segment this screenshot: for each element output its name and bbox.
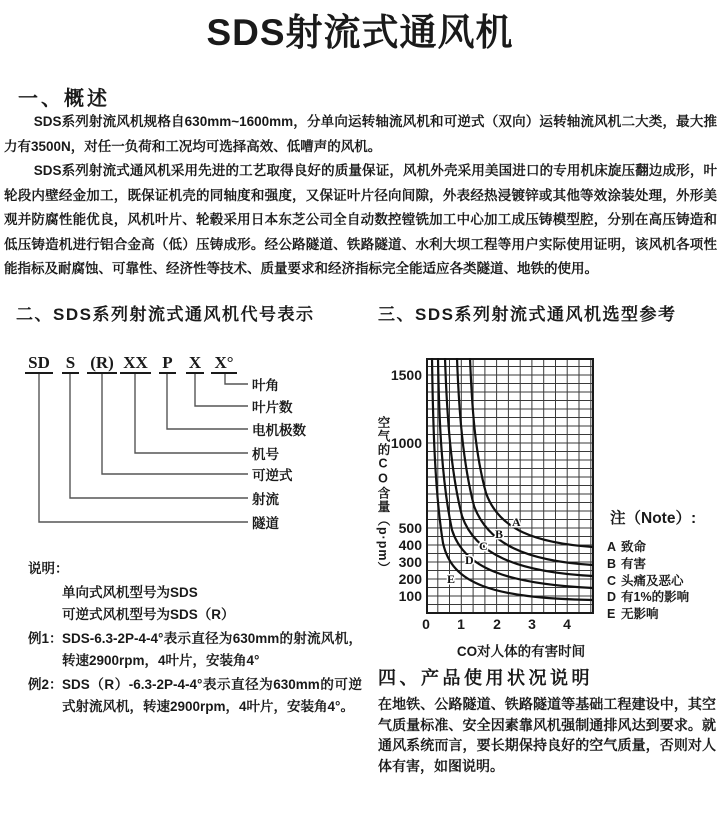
x-tick-2: 2 <box>493 616 501 632</box>
code-label-frame-size: 机号 <box>252 447 279 462</box>
section-1-heading: 一、概述 <box>18 88 110 110</box>
curve-label-E: E <box>447 572 456 586</box>
legend-key-B: B <box>607 557 617 571</box>
note-reversible: 可逆式风机型号为SDS（R） <box>62 607 235 622</box>
section-3-heading: 三、SDS系列射流式通风机选型参考 <box>378 305 677 324</box>
code-diagram-lines <box>0 374 262 526</box>
legend-key-D: D <box>607 590 617 604</box>
legend-item-D <box>607 590 689 604</box>
legend-item-B <box>607 557 646 571</box>
code-token-xx: XX <box>120 353 151 374</box>
chart-x-axis-label: CO对人体的有害时间 <box>456 644 586 659</box>
example-1-label: 例1： <box>28 631 63 646</box>
y-tick-100: 100 <box>398 588 422 604</box>
example-2-text: SDS（R）-6.3-2P-4-4°表示直径为630mm的可逆式射流风机，转速2900rpm，4叶片，安装角4°。 <box>62 677 362 714</box>
section-4-heading: 四、产品使用状况说明 <box>378 668 593 688</box>
code-label-jet: 射流 <box>252 492 279 507</box>
x-tick-1: 1 <box>457 616 465 632</box>
x-tick-4: 4 <box>563 616 571 632</box>
selection-chart <box>426 358 594 614</box>
curve-label-D: D <box>465 553 474 567</box>
y-tick-300: 300 <box>398 554 422 570</box>
legend-label-D: 有1%的影响 <box>621 590 690 604</box>
usage-paragraph: 在地铁、公路隧道、铁路隧道等基础工程建设中，其空气质量标准、安全因素靠风机强制通排风达到要求。就通风系统而言，要长期保持良好的空气质量，否则对人体有害，如图说明。 <box>378 696 716 774</box>
legend-title: 注（Note）: <box>610 510 697 527</box>
code-token-sd: SD <box>25 353 53 374</box>
code-label-blade-count: 叶片数 <box>252 400 293 415</box>
y-tick-1500: 1500 <box>390 367 422 383</box>
code-token-p: P <box>159 353 176 374</box>
overview-section <box>4 110 717 282</box>
curve-label-A: A <box>512 515 521 529</box>
code-label-blade-angle: 叶角 <box>252 378 279 393</box>
legend-label-A: 致命 <box>621 540 647 554</box>
example-2-label: 例2： <box>28 677 63 692</box>
code-token-xdeg: X° <box>211 353 237 374</box>
legend-item-E <box>607 607 659 621</box>
legend-label-B: 有害 <box>621 557 647 571</box>
code-token-s: S <box>62 353 79 374</box>
legend-item-A <box>607 540 646 554</box>
legend-key-A: A <box>607 540 617 554</box>
page-title: SDS射流式通风机 <box>206 12 514 53</box>
curve-label-C: C <box>479 539 488 553</box>
note-unidirectional: 单向式风机型号为SDS <box>62 585 198 600</box>
x-tick-0: 0 <box>422 616 430 632</box>
chart-y-axis-unit: （p·pm） <box>376 513 390 576</box>
curve-label-B: B <box>495 527 504 541</box>
y-tick-1000: 1000 <box>390 435 422 451</box>
code-label-reversible: 可逆式 <box>252 468 293 483</box>
chart-y-axis-label-text: 空气的CO含量 <box>376 416 390 514</box>
legend-item-C <box>607 574 684 588</box>
y-tick-500: 500 <box>398 520 422 536</box>
legend-label-C: 头痛及恶心 <box>621 574 684 588</box>
y-tick-200: 200 <box>398 571 422 587</box>
chart-y-axis-label <box>374 416 391 612</box>
code-label-motor-poles: 电机极数 <box>252 423 306 438</box>
code-label-tunnel: 隧道 <box>252 516 279 531</box>
x-tick-3: 3 <box>528 616 536 632</box>
code-token-r: (R) <box>87 353 117 374</box>
overview-paragraph-1: SDS系列射流风机规格自630mm~1600mm，分单向运转轴流风机和可逆式（双向）运转轴流风机二大类，最大推力有3500N，对任一负荷和工况均可选择高效、低嘈声的风机。 <box>4 114 717 154</box>
legend-key-E: E <box>607 607 616 621</box>
legend-key-C: C <box>607 574 617 588</box>
y-tick-400: 400 <box>398 537 422 553</box>
section-2-heading: 二、SDS系列射流式通风机代号表示 <box>16 305 315 324</box>
example-1-text: SDS-6.3-2P-4-4°表示直径为630mm的射流风机，转速2900rpm，4叶片，安装角4° <box>62 631 362 668</box>
notes-heading: 说明： <box>28 561 69 576</box>
code-token-x: X <box>186 353 204 374</box>
legend-label-E: 无影响 <box>621 607 659 621</box>
overview-paragraph-2: SDS系列射流式通风机采用先进的工艺取得良好的质量保证，风机外壳采用美国进口的专用机床旋压翻边成形，叶轮段内壁经金加工，既保证机壳的同轴度和强度，又保证叶片径向间隙，外表经热浸镀锌或其他等效涂装处理，外形美观并防腐性能优良，风机叶片、轮毂采用日本东芝公司全自动数控镗铣加工中心加工成压铸模型腔，分别在高压铸造和低压铸造机进行铝合金高（低）压铸成形。经公路隧道、铁路隧道、水利大坝工程等用户实际使用证明，该风机各项性能指标及耐腐蚀、可靠性、经济性等技术、质量要求和经济指标完全能适应各类隧道、地铁的使用。 <box>4 163 717 276</box>
